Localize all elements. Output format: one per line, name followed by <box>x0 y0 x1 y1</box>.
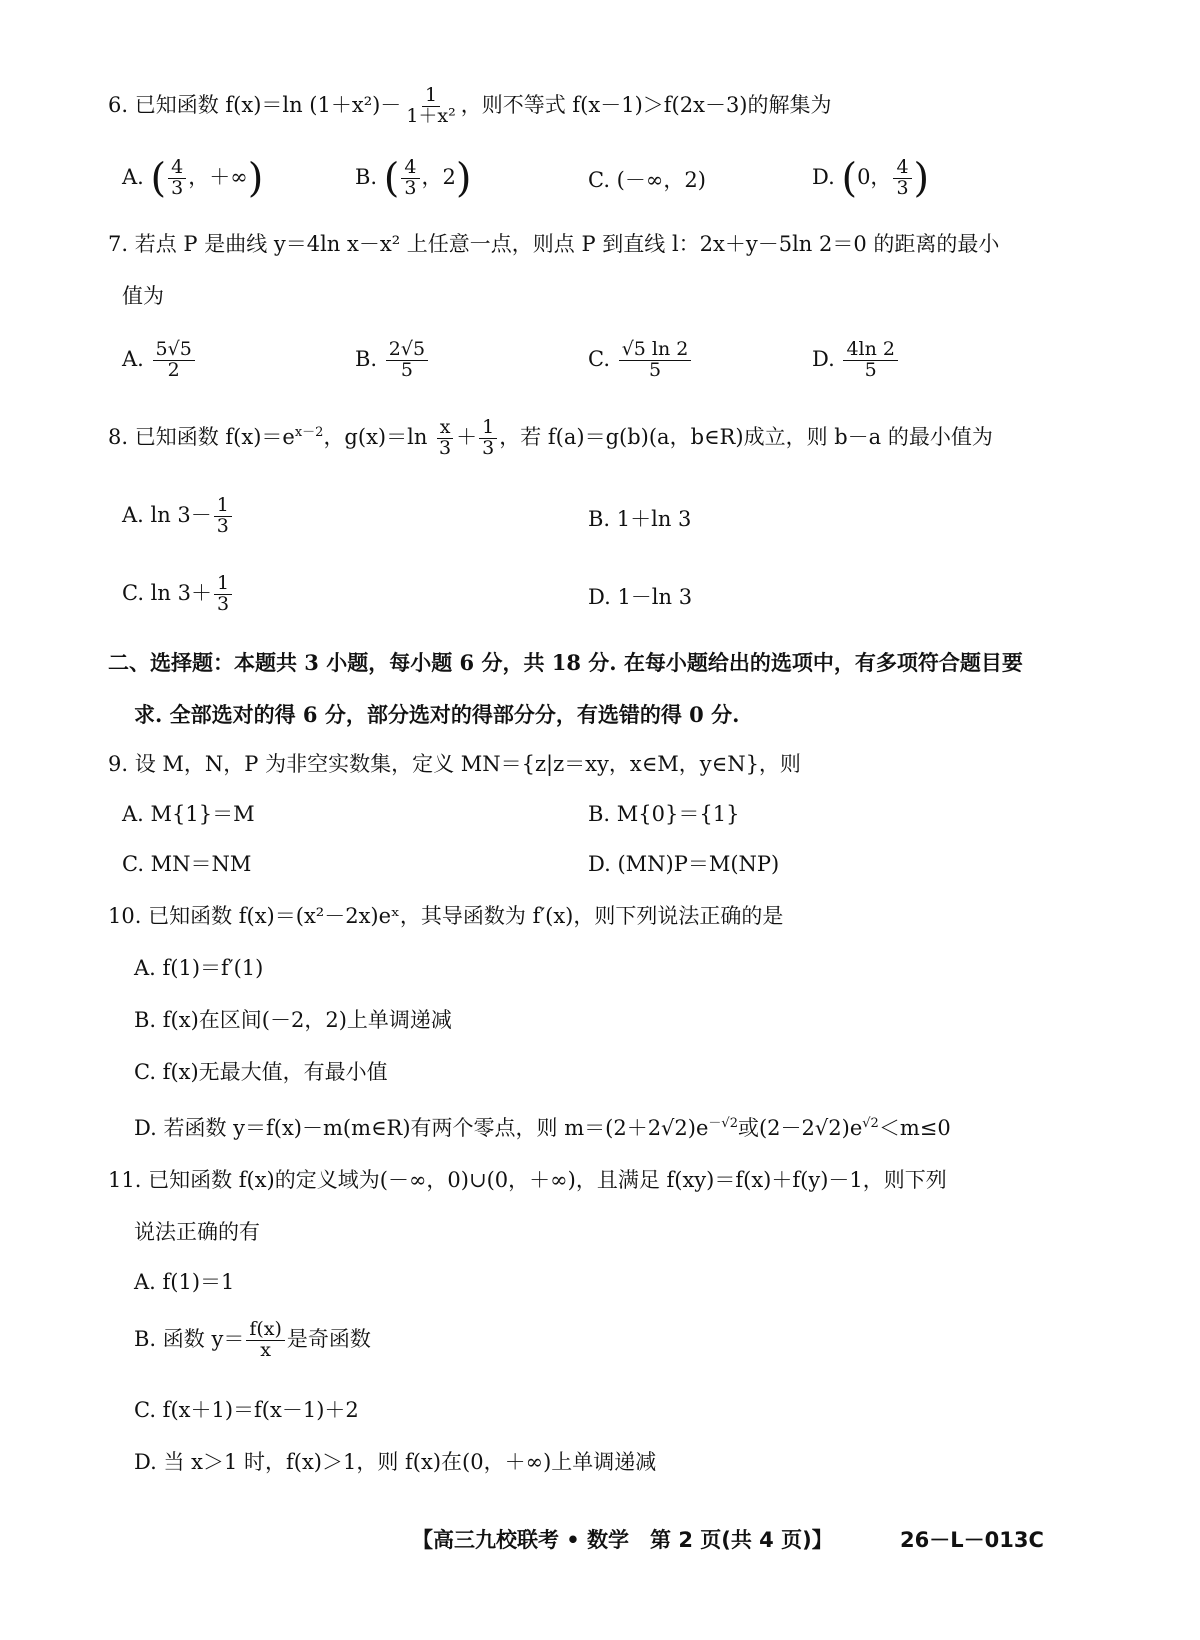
q11-option-c: C. f(x＋1)＝f(x－1)＋2 <box>134 1398 359 1422</box>
q6-option-b: B. ( $\frac{4}{3}$ ，2) <box>355 155 472 202</box>
q6-stem: 6. 已知函数 f(x)＝ln (1＋x²)－ $\frac{1}{\text{1＋x²}}$ ，则不等式 f(x－1)＞f(2x－3)的解集为 <box>108 84 832 127</box>
q8-option-d: D. 1－ln 3 <box>588 585 693 609</box>
q11-option-a: A. f(1)＝1 <box>134 1270 235 1294</box>
q7-stem-line2: 值为 <box>122 284 164 308</box>
section2-heading-line2: 求. 全部选对的得 6 分，部分选对的得部分分，有选错的得 0 分. <box>134 702 740 727</box>
q10-option-d: D. 若函数 y＝f(x)－m(m∈R)有两个零点，则 $m=(2+2√2)e^{-√2}$或$(2-2√2)e^{√2}<m\le 0$ <box>134 1116 951 1140</box>
q11-stem-line1: 11. 已知函数 f(x)的定义域为(－∞，0)∪(0，＋∞)，且满足 f(xy)＝f(x)＋f(y)－1，则下列 <box>108 1168 947 1192</box>
q11-option-d: D. 当 x＞1 时，f(x)＞1，则 f(x)在(0，＋∞)上单调递减 <box>134 1450 657 1474</box>
q10-option-c: C. f(x)无最大值，有最小值 <box>134 1060 388 1084</box>
page-footer-title: 【高三九校联考 • 数学 第 2 页(共 4 页)】 <box>412 1528 833 1552</box>
q8-stem: 8. 已知函数 $f(x)=e^{x-2}$，g(x)＝ln $\frac{x}{3}$ ＋ $\frac{1}{3}$ ，若 f(a)＝g(b)(a，b∈R)成立，则 b－a 的最小值为 <box>108 416 993 459</box>
q7-option-c: C. $\frac{√5 \ln 2}{5}$ <box>588 340 693 381</box>
q8-option-b: B. 1＋ln 3 <box>588 507 692 531</box>
q6-option-c: C. (－∞，2) <box>588 168 706 192</box>
q11-option-b: B. 函数 y＝ $\frac{f(x)}{x}$ 是奇函数 <box>134 1318 371 1361</box>
q9-stem: 9. 设 M，N，P 为非空实数集，定义 MN＝{z|z＝xy，x∈M，y∈N}，则 <box>108 752 801 776</box>
page-footer-code: 26－L－013C <box>900 1528 1044 1552</box>
q7-option-d: D. $\frac{4\ln 2}{5}$ <box>812 340 900 381</box>
q8-option-a: A. ln 3－ $\frac{1}{3}$ <box>122 496 234 537</box>
q6-fraction: $\frac{1}{\text{1＋x²}}$ <box>406 84 456 127</box>
q10-option-b: B. f(x)在区间(－2，2)上单调递减 <box>134 1008 452 1032</box>
q9-option-c: C. MN＝NM <box>122 852 252 876</box>
q9-option-d: D. (MN)P＝M(NP) <box>588 852 780 876</box>
q7-option-b: B. $\frac{2√5}{5}$ <box>355 340 430 381</box>
q10-option-a: A. f(1)＝f′(1) <box>134 956 264 980</box>
q9-option-b: B. M{0}＝{1} <box>588 802 740 826</box>
q8-option-c: C. ln 3＋ $\frac{1}{3}$ <box>122 574 234 615</box>
q7-option-a: A. $\frac{5√5}{2}$ <box>122 340 197 381</box>
q6-option-a: A. ( $\frac{4}{3}$ ，＋∞) <box>122 155 264 202</box>
section2-heading-line1: 二、选择题：本题共 3 小题，每小题 6 分，共 18 分. 在每小题给出的选项中，有多项符合题目要 <box>108 650 1023 675</box>
q10-stem: 10. 已知函数 f(x)＝(x²－2x)eˣ，其导函数为 f′(x)，则下列说法正确的是 <box>108 904 784 928</box>
q6-option-d: D. (0， $\frac{4}{3}$ ) <box>812 155 930 202</box>
q7-stem-line1: 7. 若点 P 是曲线 y＝4ln x－x² 上任意一点，则点 P 到直线 l：2x＋y－5ln 2＝0 的距离的最小 <box>108 232 1000 256</box>
q11-stem-line2: 说法正确的有 <box>134 1220 260 1244</box>
q9-option-a: A. M{1}＝M <box>122 802 255 826</box>
